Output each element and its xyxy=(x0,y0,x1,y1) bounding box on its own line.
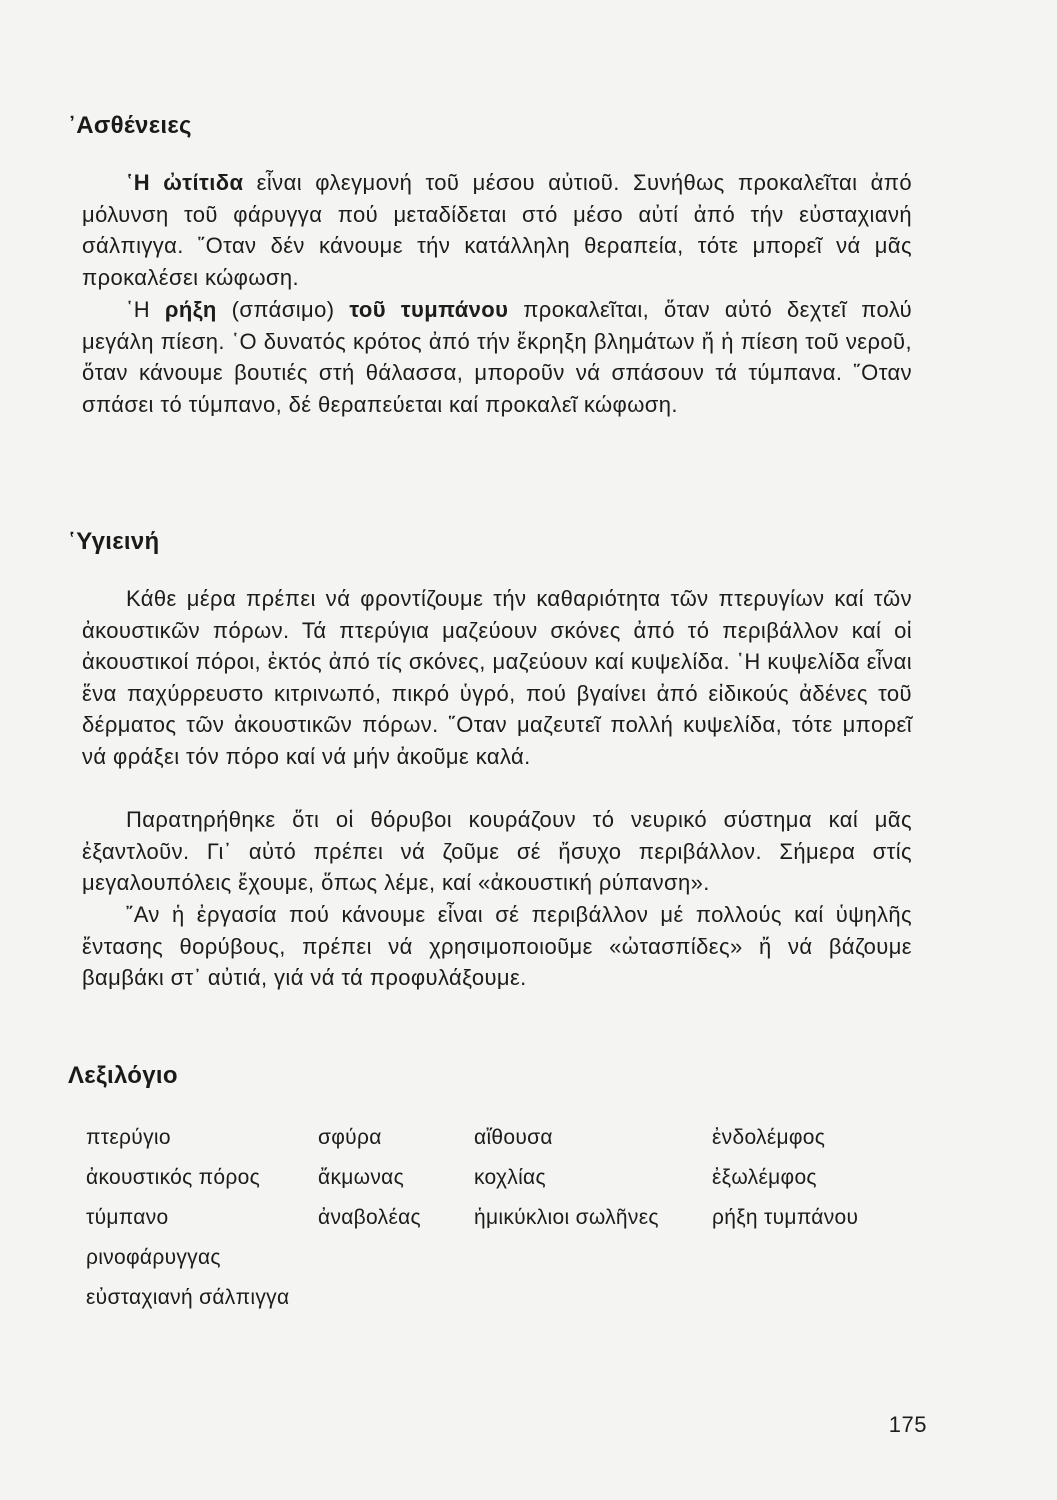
vocab-column-4 xyxy=(712,1118,858,1238)
vocab-item: ρινοφάρυγγας xyxy=(86,1246,221,1269)
vocab-item: ρήξη τυμπάνου xyxy=(712,1206,859,1229)
vocab-item: αἴθουσα xyxy=(474,1126,553,1149)
vocab-item: σφύρα xyxy=(318,1126,382,1149)
vocab-item: τύμπανο xyxy=(86,1206,169,1229)
vocab-item: πτερύγιο xyxy=(86,1126,171,1149)
paragraph-hygiene-noise: Παρατηρήθηκε ὅτι οἱ θόρυβοι κουράζουν τό νευρικό σύστημα καί μᾶς ἐξαντλοῦν. Γι᾽ αὐτό πρέπει νά ζοῦμε σέ ἤσυχο περιβάλλον. Σήμερα στίς μεγαλουπόλεις ἔχουμε, ὅπως λέμε, καί «ἀκουστική ρύπανση». xyxy=(82,807,912,895)
section-heading-vocabulary: Λεξιλόγιο xyxy=(68,1062,178,1089)
paragraph-hygiene-protection: ῎Αν ἡ ἐργασία πού κάνουμε εἶναι σέ περιβάλλον μέ πολλούς καί ὑψηλῆς ἔντασης θορύβους, πρέπει νά χρησιμοποιοῦμε «ὠτασπίδες» ἤ νά βάζουμε βαμβάκι στ᾽ αὐτιά, γιά νά τά προφυλάξουμε. xyxy=(82,902,912,990)
vocab-column-1 xyxy=(86,1118,289,1318)
section-heading-hygiene: ῾Υγιεινή xyxy=(68,528,160,555)
paragraph-lead: ῾Η xyxy=(126,297,165,322)
paragraph-mid: (σπάσιμο) xyxy=(216,297,350,322)
paragraph-hygiene-cleaning: Κάθε μέρα πρέπει νά φροντίζουμε τήν καθαριότητα τῶν πτερυγίων καί τῶν ἀκουστικῶν πόρων. Τά πτερύγια μαζεύουν σκόνες ἀπό τό περιβάλλον καί οἱ ἀκουστικοί πόροι, ἐκτός ἀπό τίς σκόνες, μαζεύουν καί κυψελίδα. ῾Η κυψελίδα εἶναι ἕνα παχύρρευστο κιτρινωπό, πικρό ὑγρό, πού βγαίνει ἀπό εἰδικούς ἀδένες τοῦ δέρματος τῶν ἀκουστικῶν πόρων. ῞Οταν μαζευτεῖ πολλή κυψελίδα, τότε μπορεῖ νά φράξει τόν πόρο καί νά μήν ἀκοῦμε καλά. xyxy=(82,586,912,769)
vocab-item: ἀκουστικός πόρος xyxy=(86,1166,261,1189)
vocab-column-2 xyxy=(318,1118,421,1238)
term-otitis: ῾Η ὠτίτιδα xyxy=(126,170,244,195)
paragraph-eardrum-rupture xyxy=(82,294,912,420)
term-rupture: ρήξη xyxy=(164,297,217,322)
vocab-item: ἄκμωνας xyxy=(318,1166,404,1189)
vocab-item: εὐσταχιανή σάλπιγγα xyxy=(86,1286,290,1309)
paragraph-otitis xyxy=(82,167,912,293)
paragraph-eardrum-text: προκαλεῖται, ὅταν αὐτό δεχτεῖ πολύ μεγάλη πίεση. ῾Ο δυνατός κρότος ἀπό τήν ἔκρηξη βλημάτων ἤ ἡ πίεση τοῦ νεροῦ, ὅταν κάνουμε βουτιές στή θάλασσα, μποροῦν νά σπάσουν τά τύμπανα. ῞Οταν σπάσει τό τύμπανο, δέ θεραπεύεται καί προκαλεῖ κώφωση. xyxy=(82,297,913,417)
vocab-item: κοχλίας xyxy=(474,1166,546,1189)
vocab-item: ἡμικύκλιοι σωλῆνες xyxy=(474,1206,659,1229)
vocab-item: ἀναβολέας xyxy=(318,1206,421,1229)
term-eardrum: τοῦ τυμπάνου xyxy=(349,297,509,322)
vocab-column-3 xyxy=(474,1118,659,1238)
vocab-item: ἐνδολέμφος xyxy=(712,1126,826,1149)
page-number: 175 xyxy=(888,1412,927,1437)
paragraph-otitis-text: εἶναι φλεγμονή τοῦ μέσου αὐτιοῦ. Συνήθως προκαλεῖται ἀπό μόλυνση τοῦ φάρυγγα πού μεταδίδεται στό μέσο αὐτί ἀπό τήν εὐσταχιανή σάλπιγγα. ῞Οταν δέν κάνουμε τήν κατάλληλη θεραπεία, τότε μπορεῖ νά μᾶς προκαλέσει κώφωση. xyxy=(82,170,913,290)
vocab-item: ἐξωλέμφος xyxy=(712,1166,817,1189)
section-heading-diseases: ᾽Ασθένειες xyxy=(68,112,192,139)
